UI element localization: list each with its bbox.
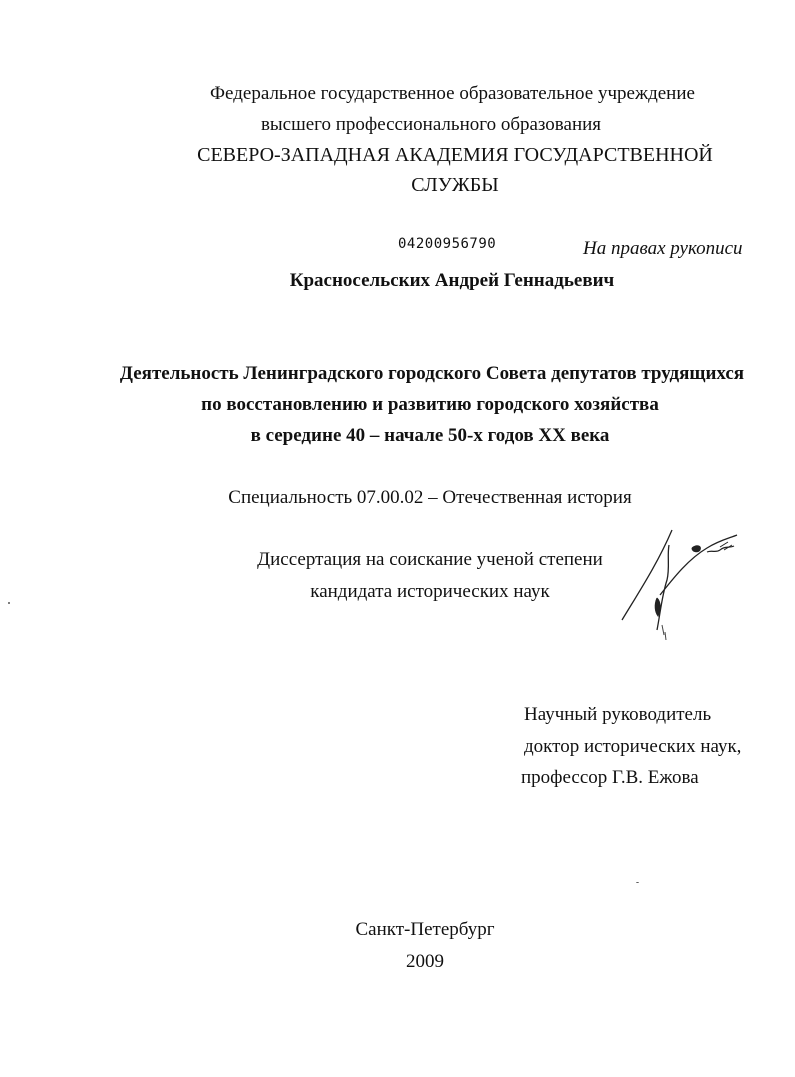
supervisor-line-3: профессор Г.В. Ежова	[521, 767, 699, 788]
signature	[612, 520, 752, 650]
supervisor-line-2: доктор исторических наук,	[524, 736, 742, 757]
dissertation-degree-line-2: кандидата исторических наук	[310, 581, 550, 602]
dissertation-title-line-2: по восстановлению и развитию городского хозяйства	[201, 394, 659, 415]
institution-line-4: СЛУЖБЫ	[411, 174, 499, 196]
dissertation-title-line-3: в середине 40 – начале 50-х годов XX века	[250, 425, 610, 446]
institution-line-3: СЕВЕРО-ЗАПАДНАЯ АКАДЕМИЯ ГОСУДАРСТВЕННОЙ	[197, 144, 713, 166]
specialty: Специальность 07.00.02 – Отечественная история	[228, 487, 632, 508]
dissertation-title-line-1: Деятельность Ленинградского городского Совета депутатов трудящихся	[119, 363, 745, 384]
manuscript-rights: На правах рукописи	[583, 238, 743, 259]
scan-speck	[636, 882, 639, 883]
scan-speck	[8, 602, 10, 604]
supervisor-line-1: Научный руководитель	[524, 704, 712, 725]
institution-line-1: Федеральное государственное образовательное учреждение	[210, 83, 695, 104]
dissertation-degree-line-1: Диссертация на соискание ученой степени	[257, 549, 603, 570]
catalog-number: 04200956790	[398, 236, 497, 252]
year: 2009	[406, 951, 444, 972]
author-name: Красносельских Андрей Геннадьевич	[289, 270, 615, 291]
institution-line-2: высшего профессионального образования	[260, 114, 602, 135]
city: Санкт-Петербург	[355, 919, 495, 940]
